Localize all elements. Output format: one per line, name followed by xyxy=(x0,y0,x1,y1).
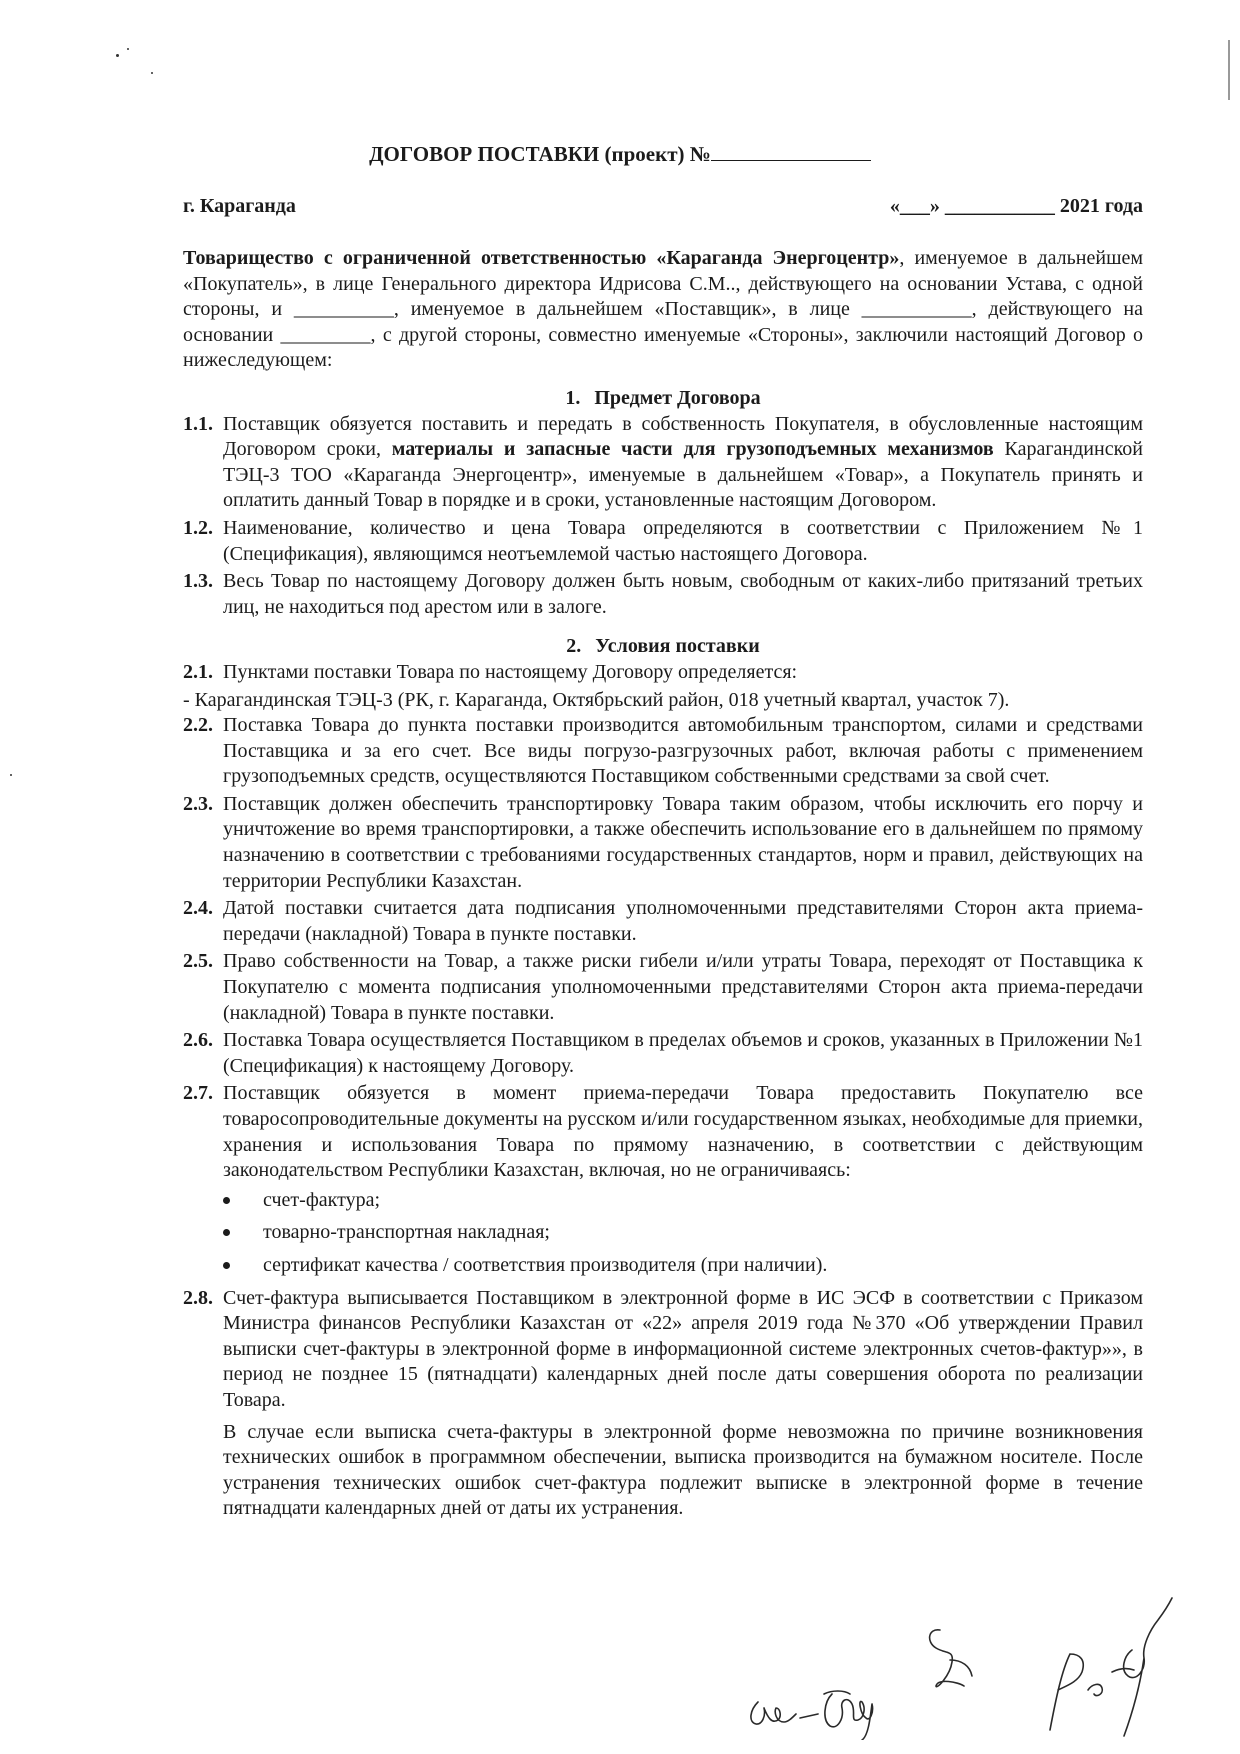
clause-text: Поставка Товара до пункта поставки производится автомобильным транспортом, силами и средствами Поставщика и за его счет. Все виды погрузо-разгрузочных работ, включая работы с применением грузоподъемных средств, осуществляются Поставщиком собственными средствами за свой счет. xyxy=(223,714,1143,788)
clause-2-7 xyxy=(183,1081,1143,1183)
clause-text: Поставщик должен обеспечить транспортировку Товара таким образом, чтобы исключить его порчу и уничтожение во время транспортировки, а также обеспечить использование его в дальнейшем по прямому назначению в соответствии с требованиями государственных стандартов, норм и правил, действующих на территории Республики Казахстан. xyxy=(223,792,1143,892)
clause-text: Счет-фактура выписывается Поставщиком в электронной форме в ИС ЭСФ в соответствии с Приказом Министра финансов Республики Казахстан от «22» апреля 2019 года №370 «Об утверждении Правил выписки счет-фактуры в электронной форме в информационной системе электронных счетов-фактур»», в период не позднее 15 (пятнадцати) календарных дней после даты совершения оборота по реализации Товара. xyxy=(223,1286,1143,1411)
scan-speck xyxy=(1228,40,1230,100)
clause-number: 2.3. xyxy=(183,792,213,815)
clause-text: Поставка Товара осуществляется Поставщиком в пределах объемов и сроков, указанных в Приложении №1 (Спецификация) к настоящему Договору. xyxy=(223,1029,1143,1077)
intro-rest: , именуемое в дальнейшем «Покупатель», в лице Генерального директора Идрисова С.М.., действующего на основании Устава, с одной стороны, и __________, именуемое в дальнейшем «Поставщик», в лице ___________, действующего на основании _________, с другой стороны, совместно именуемые «Стороны», заключили настоящий Договор о нижеследующем: xyxy=(183,247,1143,372)
party1-name: Товарищество с ограниченной ответственностью «Караганда Энергоцентр» xyxy=(183,247,900,269)
clause-2-5 xyxy=(183,949,1143,1026)
clause-text: Датой поставки считается дата подписания уполномоченными представителями Сторон акта приема-передачи (накладной) Товара в пункте поставки. xyxy=(223,897,1143,945)
handwritten-signature-icon xyxy=(740,1590,1200,1740)
clause-2-6 xyxy=(183,1028,1143,1079)
section-2-title xyxy=(183,634,1143,660)
bullet-icon xyxy=(223,1262,230,1269)
section-2-title-text: Условия поставки xyxy=(595,635,760,658)
clause-1-3 xyxy=(183,569,1143,620)
contract-number-blank xyxy=(711,142,871,161)
delivery-point: - Карагандинская ТЭЦ-3 (РК, г. Караганда, Октябрьский район, 018 учетный квартал, участок 7). xyxy=(183,688,1010,711)
document-title-text: ДОГОВОР ПОСТАВКИ (проект) № xyxy=(369,142,711,166)
section-1-title-text: Предмет Договора xyxy=(594,386,761,409)
document-title xyxy=(0,142,1240,167)
scan-speck xyxy=(10,774,12,776)
clause-2-3 xyxy=(183,792,1143,894)
clause-2-4 xyxy=(183,896,1143,947)
contract-date: «___» ___________ 2021 года xyxy=(889,195,1143,217)
clause-number: 2.7. xyxy=(183,1082,213,1105)
list-item-text: сертификат качества / соответствия производителя (при наличии). xyxy=(263,1253,828,1276)
clause-2-1 xyxy=(183,660,1143,686)
clause-number: 1.3. xyxy=(183,570,213,593)
scan-speck xyxy=(127,48,129,50)
clause-text: Весь Товар по настоящему Договору должен быть новым, свободным от каких-либо притязаний третьих лиц, не находиться под арестом или в залоге. xyxy=(223,570,1143,618)
city: г. Караганда xyxy=(183,195,296,217)
clause-text: Наименование, количество и цена Товара определяются в соответствии с Приложением №1 (Спецификация), являющимся неотъемлемой частью настоящего Договора. xyxy=(223,516,1143,565)
bullet-icon xyxy=(223,1197,230,1204)
section-1-number: 1. xyxy=(565,386,581,409)
clause-1-2 xyxy=(183,516,1143,567)
clause-text: Поставщик обязуется в момент приема-передачи Товара предоставить Покупателю все товаросопроводительные документы на русском и/или государственном языках, необходимые для приемки, хранения и использования Товара по прямому назначению, в соответствии с действующим законодательством Республики Казахстан, включая, но не ограничиваясь: xyxy=(223,1082,1143,1182)
clause-text: Пунктами поставки Товара по настоящему Договору определяется: xyxy=(223,660,798,683)
clause-number: 2.1. xyxy=(183,660,213,683)
bullet-icon xyxy=(223,1229,230,1236)
clause-bold-text: материалы и запасные части для грузоподъемных механизмов xyxy=(391,438,994,461)
clause-number: 1.1. xyxy=(183,412,213,435)
list-item-text: счет-фактура; xyxy=(263,1188,381,1211)
clause-number: 2.2. xyxy=(183,714,213,737)
intro-paragraph xyxy=(183,246,1143,374)
clause-number: 2.8. xyxy=(183,1286,213,1309)
clause-number: 2.6. xyxy=(183,1029,213,1052)
clause-number: 2.4. xyxy=(183,897,213,920)
clause-1-1 xyxy=(183,412,1143,514)
list-item-text: товарно-транспортная накладная; xyxy=(263,1221,550,1244)
scan-speck xyxy=(151,72,153,74)
clause-2-8-continuation: В случае если выписка счета-фактуры в электронной форме невозможна по причине возникновения технических ошибок в программном обеспечении, выписка производится на бумажном носителе. После устранения технических ошибок счет-фактура подлежит выписке в электронной форме в течение пятнадцати календарных дней от даты их устранения. xyxy=(223,1420,1143,1520)
scan-speck xyxy=(116,54,119,57)
clause-text: Право собственности на Товар, а также риски гибели и/или утраты Товара, переходят от Поставщика к Покупателю с момента подписания уполномоченными представителями Сторон акта приема-передачи (накладной) Товара в пункте поставки. xyxy=(223,950,1143,1024)
list-item xyxy=(223,1220,1143,1246)
list-item xyxy=(223,1253,1143,1279)
documents-list xyxy=(183,1188,1143,1279)
clause-text: Карагандинской ТЭЦ-3 ТОО «Караганда Энергоцентр», именуемые в дальнейшем «Товар», а Покупатель принять и оплатить данный Товар в порядке и в сроки, установленные настоящим Договором. xyxy=(223,438,1143,512)
clause-2-8 xyxy=(183,1286,1143,1414)
clause-number: 1.2. xyxy=(183,516,213,539)
section-1-title xyxy=(183,386,1143,412)
section-2-number: 2. xyxy=(566,635,582,658)
list-item xyxy=(223,1188,1143,1214)
clause-2-2 xyxy=(183,713,1143,790)
clause-text: Поставщик обязуется поставить и передать в собственность Покупателя, в обусловленные настоящим Договором сроки, xyxy=(223,412,1143,461)
document-body xyxy=(183,246,1143,1522)
clause-number: 2.5. xyxy=(183,950,213,973)
